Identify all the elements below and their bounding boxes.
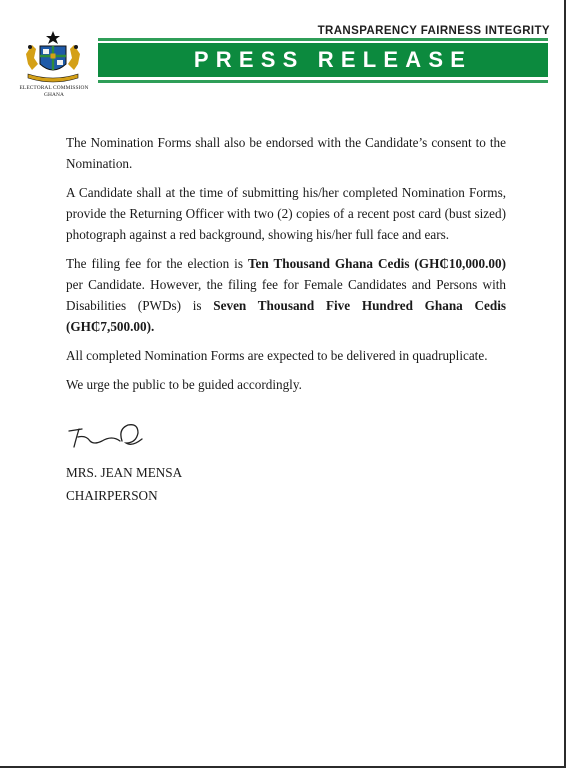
logo-caption [12,85,96,98]
signature-image [66,421,156,455]
paragraph-photograph: A Candidate shall at the time of submitting his/her completed Nomination Forms, provide the Returning Officer with two (2) copies of a recent post card (bust sized) photograph against a red background, showing his/her full face and ears. [66,185,506,242]
reduced-filing-fee-amount: Seven Thousand Five Hundred Ghana Cedis (GH₵7,500.00). [66,298,506,334]
logo-caption-line2: GHANA [44,91,64,98]
tagline: TRANSPARENCY FAIRNESS INTEGRITY [317,25,550,37]
filing-fee-text-1: The filing fee for the election is [66,256,248,271]
banner-bottom-stripe [98,80,548,83]
signer-name: MRS. JEAN MENSA [66,465,183,480]
paragraph-endorsement: The Nomination Forms shall also be endorsed with the Candidate’s consent to the Nomination. [66,135,506,171]
signer-title: CHAIRPERSON [66,488,158,503]
banner-top-stripe [98,38,548,41]
paragraph-filing-fee [66,253,506,337]
paragraph-guidance: We urge the public to be guided accordingly. [66,377,302,392]
logo [12,30,96,98]
filing-fee-text-2: per Candidate. However, the filing fee for Female Candidates and Persons with Disabilities (PWDs) is [66,277,506,313]
press-release-body [66,132,506,403]
filing-fee-amount: Ten Thousand Ghana Cedis (GH₵10,000.00) [247,256,506,271]
coat-of-arms-icon [20,30,86,84]
logo-caption-line1: ELECTORAL COMMISSION [19,85,89,91]
press-release-banner: PRESS RELEASE [98,43,548,77]
paragraph-quadruplicate: All completed Nomination Forms are expected to be delivered in quadruplicate. [66,348,488,363]
